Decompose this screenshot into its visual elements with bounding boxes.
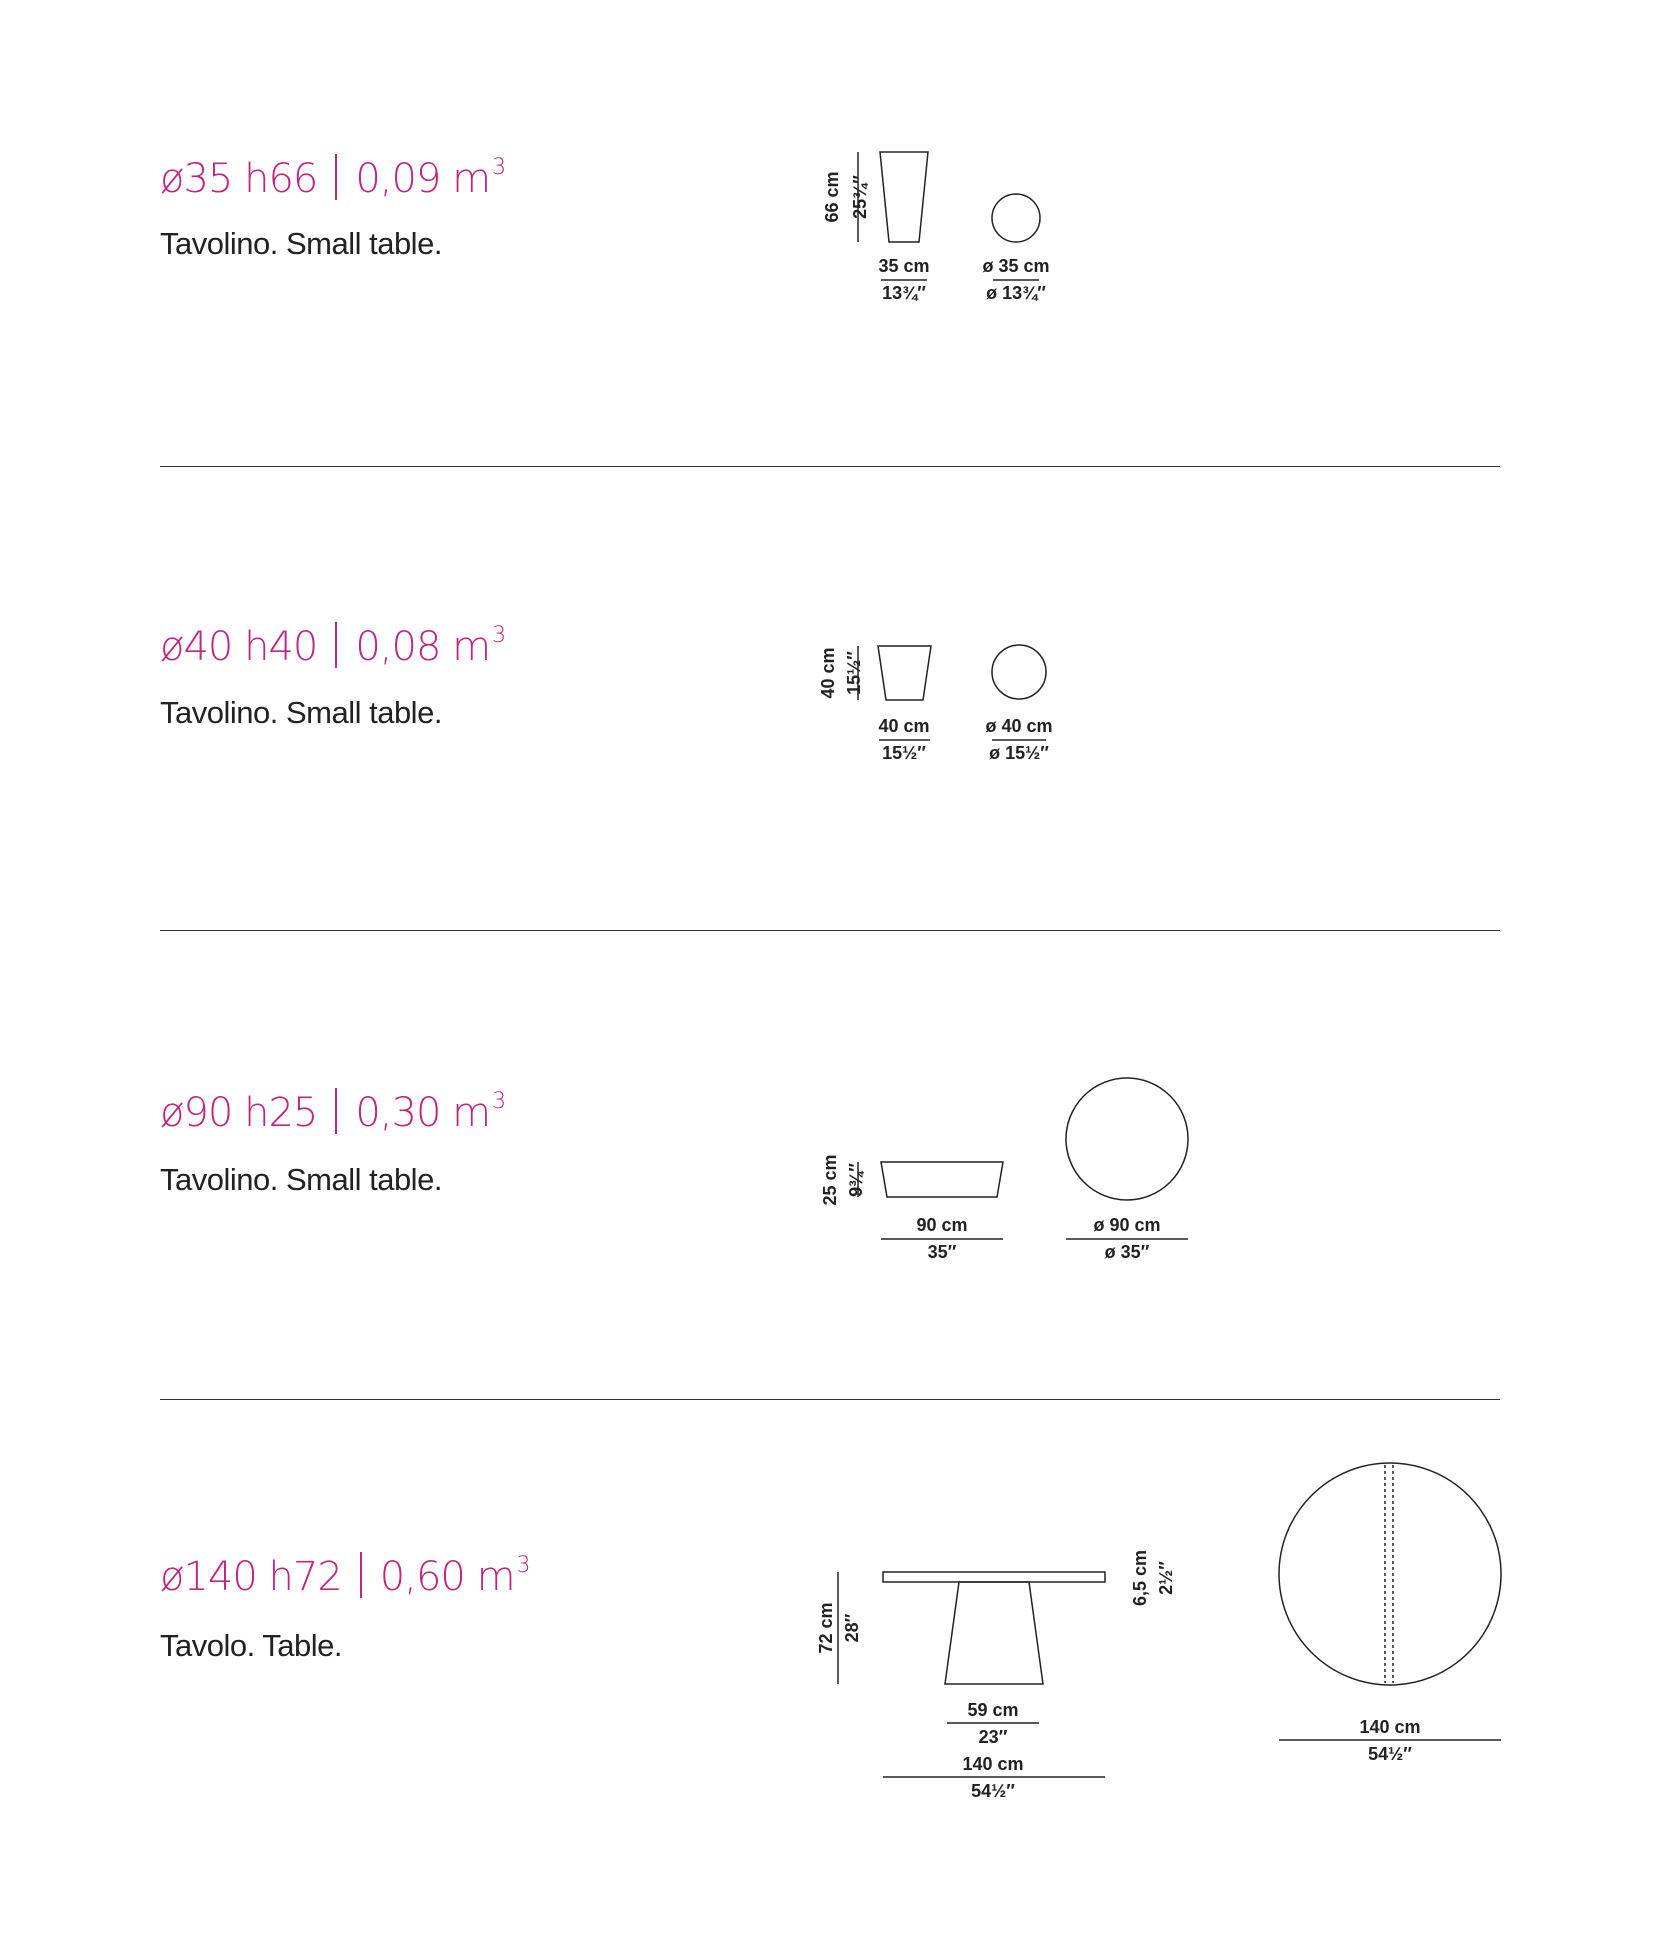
height-cm-label: 72 cm [816, 1602, 836, 1654]
diameter-in-label: ø 13¾″ [986, 283, 1046, 303]
volume-exponent: 3 [516, 1553, 530, 1578]
width-cm-label: 140 cm [962, 1754, 1024, 1774]
diameter-in-label: 54½″ [1368, 1744, 1412, 1764]
width-in-label: 35″ [927, 1242, 957, 1262]
diameter-cm-label: 140 cm [1359, 1717, 1421, 1737]
top-view-small-table-1 [992, 194, 1040, 242]
diameter-cm-label: ø 35 cm [982, 256, 1050, 276]
table-top-side [883, 1572, 1105, 1582]
width-in-label: 54½″ [971, 1781, 1015, 1801]
product-volume: 0,08 m [355, 624, 491, 670]
top-view-table [1279, 1463, 1501, 1685]
width-in-label: 13¾″ [882, 283, 926, 303]
top-view-small-table-3 [1066, 1078, 1188, 1200]
table-base-side [945, 1582, 1043, 1684]
product-dimensions: ø40 h40 [160, 624, 318, 670]
product-description: Tavolino. Small table. [160, 226, 442, 261]
width-cm-label: 90 cm [916, 1215, 968, 1235]
top-view-small-table-2 [992, 645, 1046, 699]
height-in-label: 9¾″ [846, 1163, 866, 1197]
product-description: Tavolo. Table. [160, 1628, 342, 1663]
width-cm-label: 35 cm [878, 256, 930, 276]
width-cm-label: 40 cm [878, 716, 930, 736]
diameter-cm-label: ø 40 cm [985, 716, 1053, 736]
width-in-label: 15½″ [882, 743, 926, 763]
product-volume: 0,30 m [355, 1090, 491, 1136]
height-cm-label: 66 cm [822, 171, 842, 223]
diameter-in-label: ø 35″ [1104, 1242, 1150, 1262]
top-thickness-cm-label: 6,5 cm [1130, 1549, 1150, 1607]
product-dimensions: ø90 h25 [160, 1090, 318, 1136]
product-description: Tavolino. Small table. [160, 695, 442, 730]
product-dimensions: ø140 h72 [160, 1554, 342, 1600]
height-cm-label: 40 cm [818, 647, 838, 699]
side-view-small-table-1 [880, 152, 928, 242]
base-in-label: 23″ [978, 1727, 1008, 1747]
product-description: Tavolino. Small table. [160, 1162, 442, 1197]
height-in-label: 28″ [842, 1613, 862, 1643]
side-view-small-table-2 [878, 646, 931, 700]
top-thickness-in-label: 2½″ [1156, 1561, 1176, 1595]
product-volume: 0,60 m [379, 1554, 515, 1600]
height-in-label: 15½″ [844, 651, 864, 695]
volume-exponent: 3 [492, 155, 506, 180]
product-volume: 0,09 m [355, 156, 491, 202]
volume-exponent: 3 [492, 623, 506, 648]
height-cm-label: 25 cm [820, 1154, 840, 1206]
base-cm-label: 59 cm [967, 1700, 1019, 1720]
height-in-label: 25¾″ [850, 175, 870, 219]
product-dimensions: ø35 h66 [160, 156, 318, 202]
diameter-in-label: ø 15½″ [989, 743, 1049, 763]
diameter-cm-label: ø 90 cm [1093, 1215, 1161, 1235]
volume-exponent: 3 [492, 1089, 506, 1114]
side-view-small-table-3 [881, 1162, 1003, 1197]
